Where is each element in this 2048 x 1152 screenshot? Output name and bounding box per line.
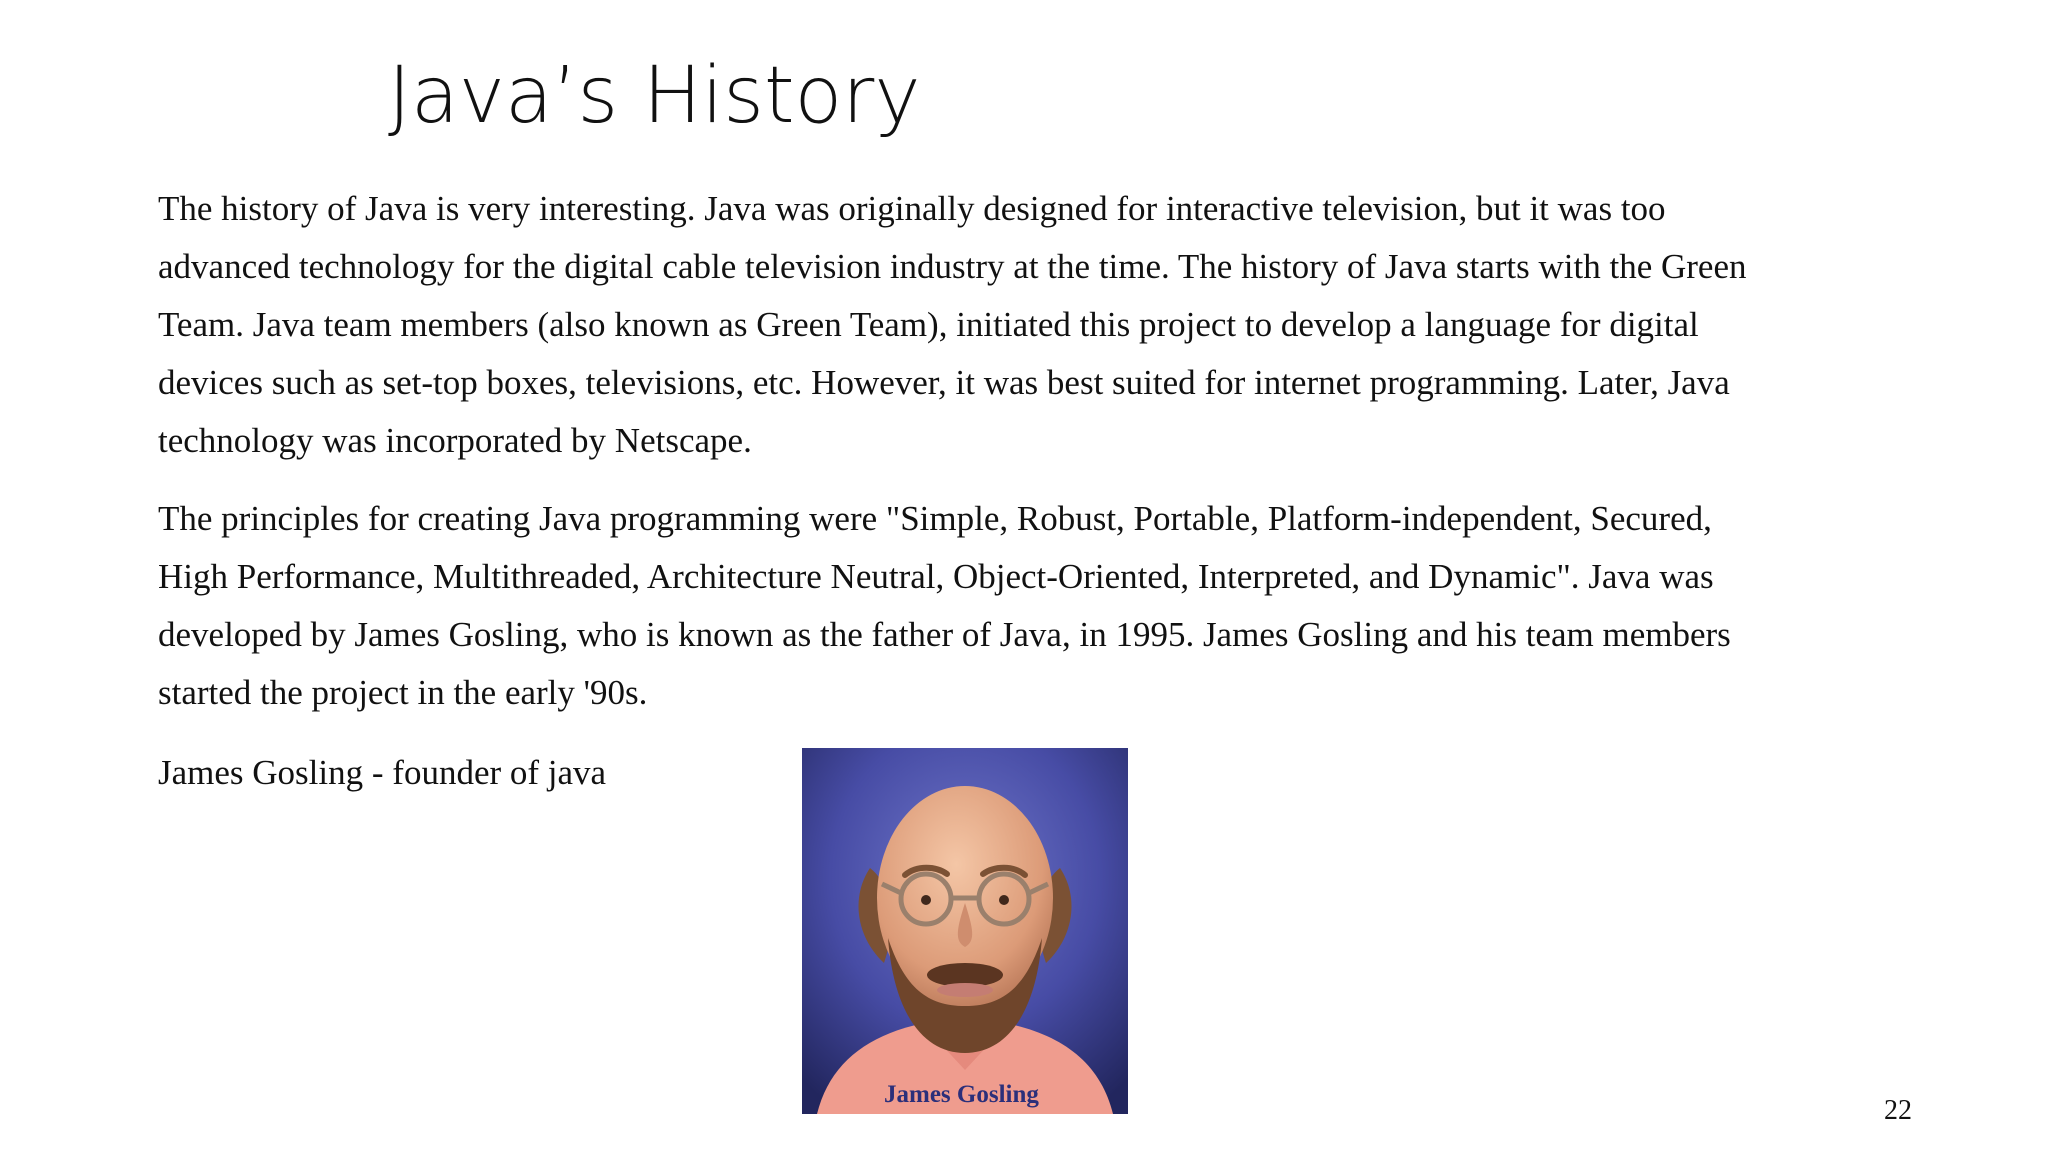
paragraph-history: The history of Java is very interesting. Java was originally designed for interactive television, but it was too advanced technology for the digital cable television industry at the time. The history of Java starts with the Green Team. Java team members (also known as Green Team), initiated this project to develop a language for digital devices such as set-top boxes, televisions, etc. However, it was best suited for internet programming. Later, Java technology was incorporated by Netscape. [158,189,1747,460]
page-number: 22 [1884,1095,1912,1126]
slide-body [158,180,1758,742]
photo-caption: James Gosling - founder of java [158,753,607,792]
photo-label: James Gosling [884,1081,1039,1108]
james-gosling-photo [802,748,1128,1114]
portrait-illustration [802,748,1128,1114]
slide-title: Java’s History [388,51,921,141]
paragraph-principles: The principles for creating Java programming were "Simple, Robust, Portable, Platform-independent, Secured, High Performance, Multithreaded, Architecture Neutral, Object-Oriented, Interpreted, and Dynamic". Java was developed by James Gosling, who is known as the father of Java, in 1995. James Gosling and his team members started the project in the early '90s. [158,499,1731,712]
